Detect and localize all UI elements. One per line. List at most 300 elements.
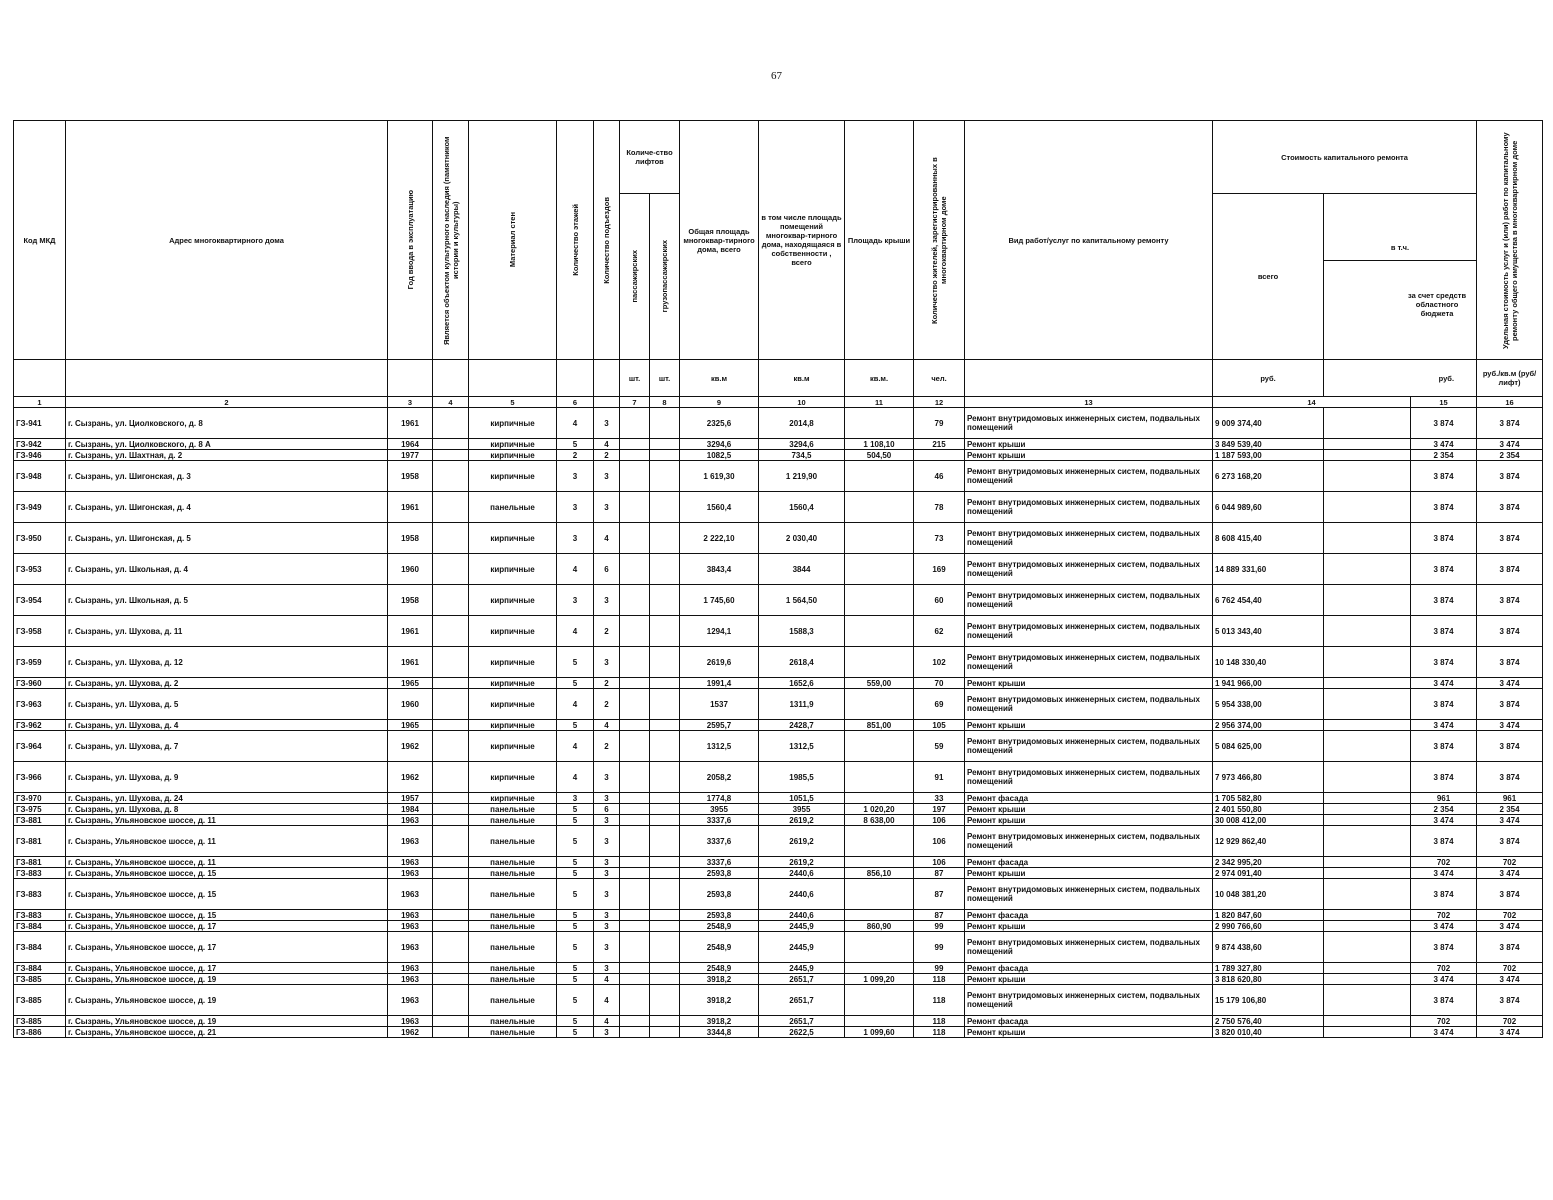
cell-year: 1963	[388, 963, 433, 974]
cell-code: ГЗ-958	[14, 616, 66, 647]
cell-code: ГЗ-941	[14, 408, 66, 439]
cell-max-cost: 3 874	[1477, 731, 1543, 762]
cell-unit-cost: 3 874	[1411, 616, 1477, 647]
cell-lifts-cargo	[650, 616, 680, 647]
cell-lifts-passenger	[620, 616, 650, 647]
cell-owned-area: 3955	[759, 804, 845, 815]
cell-roof-area	[845, 461, 914, 492]
cell-wall-material: кирпичные	[469, 678, 557, 689]
cell-roof-area	[845, 985, 914, 1016]
cell-lifts-cargo	[650, 921, 680, 932]
cell-cost-total: 1 789 327,80	[1213, 963, 1324, 974]
cell-wall-material: панельные	[469, 985, 557, 1016]
cell-floors: 5	[557, 857, 594, 868]
cell-lifts-cargo	[650, 492, 680, 523]
table-row	[14, 910, 1543, 921]
cell-year: 1961	[388, 647, 433, 678]
cell-entrances: 6	[594, 554, 620, 585]
cell-lifts-passenger	[620, 554, 650, 585]
cell-unit-cost: 961	[1411, 793, 1477, 804]
cell-heritage	[433, 857, 469, 868]
cell-owned-area: 734,5	[759, 450, 845, 461]
cell-owned-area: 2445,9	[759, 963, 845, 974]
cell-address: г. Сызрань, ул. Циолковского, д. 8	[66, 408, 388, 439]
cell-roof-area: 1 099,60	[845, 1027, 914, 1038]
cell-heritage	[433, 762, 469, 793]
cell-lifts-passenger	[620, 804, 650, 815]
cell-owned-area: 2440,6	[759, 910, 845, 921]
cell-year: 1962	[388, 1027, 433, 1038]
cell-year: 1960	[388, 554, 433, 585]
cell-heritage	[433, 678, 469, 689]
cell-floors: 5	[557, 804, 594, 815]
cell-cost-regional	[1324, 932, 1411, 963]
cell-cost-total: 9 009 374,40	[1213, 408, 1324, 439]
column-number: 4	[433, 397, 469, 408]
cell-max-cost: 3 874	[1477, 408, 1543, 439]
cell-cost-regional	[1324, 826, 1411, 857]
cell-total-area: 2595,7	[680, 720, 759, 731]
cell-lifts-passenger	[620, 720, 650, 731]
unit-roof-area: кв.м.	[845, 360, 914, 397]
cell-cost-regional	[1324, 1016, 1411, 1027]
header-cost-regional: за счет средств областного бюджета	[1407, 291, 1467, 318]
cell-lifts-cargo	[650, 793, 680, 804]
cell-entrances: 3	[594, 910, 620, 921]
cell-roof-area	[845, 826, 914, 857]
table-body	[14, 408, 1543, 1038]
cell-max-cost: 3 474	[1477, 678, 1543, 689]
cell-owned-area: 2445,9	[759, 921, 845, 932]
cell-roof-area	[845, 492, 914, 523]
column-number: 13	[965, 397, 1213, 408]
cell-work-type: Ремонт фасада	[965, 793, 1213, 804]
cell-year: 1958	[388, 585, 433, 616]
cell-address: г. Сызрань, ул. Школьная, д. 5	[66, 585, 388, 616]
table-row	[14, 804, 1543, 815]
cell-wall-material: панельные	[469, 921, 557, 932]
cell-floors: 5	[557, 826, 594, 857]
cell-wall-material: кирпичные	[469, 616, 557, 647]
header-entrances: Количество подъездов	[602, 196, 611, 284]
cell-heritage	[433, 689, 469, 720]
cell-entrances: 3	[594, 793, 620, 804]
cell-floors: 5	[557, 985, 594, 1016]
cell-lifts-cargo	[650, 439, 680, 450]
cell-address: г. Сызрань, Ульяновское шоссе, д. 21	[66, 1027, 388, 1038]
cell-entrances: 3	[594, 408, 620, 439]
cell-total-area: 1991,4	[680, 678, 759, 689]
cell-residents: 99	[914, 921, 965, 932]
cell-residents: 78	[914, 492, 965, 523]
table-row	[14, 868, 1543, 879]
table-row	[14, 689, 1543, 720]
header-lifts: Количе-ство лифтов	[620, 121, 680, 194]
cell-residents: 169	[914, 554, 965, 585]
cell-year: 1965	[388, 720, 433, 731]
cell-cost-regional	[1324, 868, 1411, 879]
cell-wall-material: кирпичные	[469, 762, 557, 793]
table-row	[14, 1016, 1543, 1027]
cell-year: 1963	[388, 815, 433, 826]
cell-address: г. Сызрань, ул. Шухова, д. 7	[66, 731, 388, 762]
cell-owned-area: 2618,4	[759, 647, 845, 678]
cell-code: ГЗ-962	[14, 720, 66, 731]
cell-work-type: Ремонт фасада	[965, 963, 1213, 974]
cell-code: ГЗ-942	[14, 439, 66, 450]
cell-unit-cost: 3 474	[1411, 868, 1477, 879]
cell-lifts-cargo	[650, 879, 680, 910]
cell-year: 1963	[388, 826, 433, 857]
cell-cost-regional	[1324, 461, 1411, 492]
cell-roof-area	[845, 689, 914, 720]
cell-wall-material: панельные	[469, 1016, 557, 1027]
cell-year: 1963	[388, 910, 433, 921]
column-number: 2	[66, 397, 388, 408]
cell-cost-total: 2 974 091,40	[1213, 868, 1324, 879]
cell-work-type: Ремонт внутридомовых инженерных систем, подвальных помещений	[965, 647, 1213, 678]
cell-floors: 3	[557, 793, 594, 804]
cell-roof-area	[845, 554, 914, 585]
cell-entrances: 2	[594, 616, 620, 647]
cell-address: г. Сызрань, Ульяновское шоссе, д. 19	[66, 985, 388, 1016]
cell-max-cost: 3 474	[1477, 974, 1543, 985]
unit-owned-area: кв.м	[759, 360, 845, 397]
cell-address: г. Сызрань, ул. Школьная, д. 4	[66, 554, 388, 585]
table-row	[14, 678, 1543, 689]
cell-unit-cost: 3 874	[1411, 408, 1477, 439]
cell-work-type: Ремонт крыши	[965, 439, 1213, 450]
cell-lifts-cargo	[650, 731, 680, 762]
cell-code: ГЗ-883	[14, 879, 66, 910]
cell-work-type: Ремонт внутридомовых инженерных систем, подвальных помещений	[965, 523, 1213, 554]
cell-max-cost: 3 474	[1477, 439, 1543, 450]
cell-work-type: Ремонт крыши	[965, 868, 1213, 879]
cell-code: ГЗ-948	[14, 461, 66, 492]
cell-cost-regional	[1324, 815, 1411, 826]
cell-heritage	[433, 1027, 469, 1038]
cell-code: ГЗ-946	[14, 450, 66, 461]
cell-total-area: 3337,6	[680, 815, 759, 826]
cell-heritage	[433, 815, 469, 826]
cell-heritage	[433, 921, 469, 932]
cell-unit-cost: 3 874	[1411, 461, 1477, 492]
cell-wall-material: панельные	[469, 857, 557, 868]
cell-residents: 79	[914, 408, 965, 439]
cell-unit-cost: 3 874	[1411, 585, 1477, 616]
cell-entrances: 4	[594, 720, 620, 731]
cell-code: ГЗ-881	[14, 815, 66, 826]
column-number: 1	[14, 397, 66, 408]
cell-unit-cost: 3 874	[1411, 554, 1477, 585]
cell-owned-area: 1985,5	[759, 762, 845, 793]
cell-total-area: 3337,6	[680, 826, 759, 857]
cell-work-type: Ремонт внутридомовых инженерных систем, подвальных помещений	[965, 731, 1213, 762]
cell-unit-cost: 3 474	[1411, 1027, 1477, 1038]
column-number: 8	[650, 397, 680, 408]
cell-residents: 118	[914, 974, 965, 985]
cell-floors: 5	[557, 647, 594, 678]
cell-cost-regional	[1324, 731, 1411, 762]
cell-lifts-cargo	[650, 963, 680, 974]
cell-wall-material: кирпичные	[469, 450, 557, 461]
cell-lifts-passenger	[620, 689, 650, 720]
cell-entrances: 3	[594, 585, 620, 616]
cell-unit-cost: 3 874	[1411, 879, 1477, 910]
table-row	[14, 815, 1543, 826]
cell-address: г. Сызрань, ул. Шухова, д. 12	[66, 647, 388, 678]
cell-year: 1963	[388, 974, 433, 985]
cell-address: г. Сызрань, Ульяновское шоссе, д. 15	[66, 910, 388, 921]
cell-wall-material: кирпичные	[469, 720, 557, 731]
cell-owned-area: 2440,6	[759, 868, 845, 879]
cell-lifts-cargo	[650, 647, 680, 678]
cell-year: 1958	[388, 523, 433, 554]
cell-residents: 106	[914, 815, 965, 826]
cell-total-area: 3918,2	[680, 985, 759, 1016]
cell-cost-regional	[1324, 408, 1411, 439]
table-row	[14, 450, 1543, 461]
cell-cost-total: 1 941 966,00	[1213, 678, 1324, 689]
cell-unit-cost: 3 474	[1411, 974, 1477, 985]
cell-wall-material: панельные	[469, 932, 557, 963]
cell-cost-total: 5 084 625,00	[1213, 731, 1324, 762]
cell-residents: 70	[914, 678, 965, 689]
header-total-area: Общая площадь многоквар-тирного дома, всего	[680, 121, 759, 360]
cell-code: ГЗ-884	[14, 921, 66, 932]
cell-residents: 215	[914, 439, 965, 450]
table-row	[14, 523, 1543, 554]
cell-lifts-passenger	[620, 523, 650, 554]
cell-unit-cost: 702	[1411, 910, 1477, 921]
cell-code: ГЗ-964	[14, 731, 66, 762]
cell-owned-area: 2651,7	[759, 985, 845, 1016]
cell-heritage	[433, 616, 469, 647]
cell-cost-regional	[1324, 963, 1411, 974]
cell-lifts-cargo	[650, 408, 680, 439]
cell-floors: 5	[557, 720, 594, 731]
cell-residents: 118	[914, 1016, 965, 1027]
cell-entrances: 3	[594, 963, 620, 974]
table-row	[14, 826, 1543, 857]
cell-lifts-passenger	[620, 879, 650, 910]
cell-lifts-passenger	[620, 985, 650, 1016]
column-number: 9	[680, 397, 759, 408]
cell-lifts-passenger	[620, 731, 650, 762]
cell-address: г. Сызрань, Ульяновское шоссе, д. 11	[66, 826, 388, 857]
column-number: 12	[914, 397, 965, 408]
cell-max-cost: 3 874	[1477, 647, 1543, 678]
cell-roof-area	[845, 523, 914, 554]
cell-unit-cost: 3 874	[1411, 523, 1477, 554]
cell-unit-cost: 702	[1411, 963, 1477, 974]
cell-cost-total: 6 762 454,40	[1213, 585, 1324, 616]
cell-wall-material: панельные	[469, 492, 557, 523]
header-address: Адрес многоквартирного дома	[66, 121, 388, 360]
cell-lifts-cargo	[650, 932, 680, 963]
cell-heritage	[433, 439, 469, 450]
cell-unit-cost: 3 874	[1411, 689, 1477, 720]
cell-roof-area: 559,00	[845, 678, 914, 689]
cell-year: 1963	[388, 921, 433, 932]
cell-entrances: 3	[594, 647, 620, 678]
cell-address: г. Сызрань, Ульяновское шоссе, д. 17	[66, 921, 388, 932]
cell-residents	[914, 450, 965, 461]
column-number: 10	[759, 397, 845, 408]
cell-code: ГЗ-884	[14, 963, 66, 974]
cell-code: ГЗ-886	[14, 1027, 66, 1038]
table-row	[14, 461, 1543, 492]
header-heritage: Является объектом культурного наследия (памятником истории и культуры)	[441, 135, 460, 345]
cell-cost-total: 9 874 438,60	[1213, 932, 1324, 963]
cell-work-type: Ремонт фасада	[965, 1016, 1213, 1027]
cell-cost-regional	[1324, 804, 1411, 815]
cell-cost-regional	[1324, 879, 1411, 910]
cell-unit-cost: 702	[1411, 1016, 1477, 1027]
cell-unit-cost: 3 874	[1411, 932, 1477, 963]
cell-total-area: 2 222,10	[680, 523, 759, 554]
table-row	[14, 1027, 1543, 1038]
cell-heritage	[433, 804, 469, 815]
cell-residents: 106	[914, 826, 965, 857]
cell-cost-total: 6 044 989,60	[1213, 492, 1324, 523]
header-roof-area: Площадь крыши	[845, 121, 914, 360]
cell-total-area: 2058,2	[680, 762, 759, 793]
column-number: 14	[1213, 397, 1411, 408]
cell-cost-regional	[1324, 523, 1411, 554]
header-cost: Стоимость капитального ремонта	[1213, 121, 1477, 194]
cell-floors: 5	[557, 974, 594, 985]
cell-work-type: Ремонт внутридомовых инженерных систем, подвальных помещений	[965, 585, 1213, 616]
cell-address: г. Сызрань, ул. Шигонская, д. 5	[66, 523, 388, 554]
cell-roof-area	[845, 731, 914, 762]
cell-residents: 60	[914, 585, 965, 616]
cell-year: 1963	[388, 985, 433, 1016]
cell-total-area: 2548,9	[680, 932, 759, 963]
cell-max-cost: 3 874	[1477, 523, 1543, 554]
cell-total-area: 2593,8	[680, 868, 759, 879]
cell-code: ГЗ-975	[14, 804, 66, 815]
cell-residents: 99	[914, 932, 965, 963]
cell-roof-area	[845, 408, 914, 439]
cell-cost-regional	[1324, 793, 1411, 804]
cell-total-area: 3294,6	[680, 439, 759, 450]
cell-floors: 5	[557, 1016, 594, 1027]
cell-year: 1963	[388, 932, 433, 963]
cell-residents: 87	[914, 910, 965, 921]
cell-entrances: 3	[594, 1027, 620, 1038]
cell-owned-area: 1560,4	[759, 492, 845, 523]
cell-wall-material: кирпичные	[469, 439, 557, 450]
cell-roof-area: 1 108,10	[845, 439, 914, 450]
cell-entrances: 4	[594, 439, 620, 450]
cell-lifts-passenger	[620, 857, 650, 868]
cell-entrances: 2	[594, 678, 620, 689]
cell-wall-material: панельные	[469, 868, 557, 879]
cell-lifts-passenger	[620, 826, 650, 857]
unit-total-area: кв.м	[680, 360, 759, 397]
cell-total-area: 2548,9	[680, 963, 759, 974]
cell-heritage	[433, 879, 469, 910]
cell-lifts-cargo	[650, 585, 680, 616]
cell-roof-area: 8 638,00	[845, 815, 914, 826]
cell-floors: 3	[557, 523, 594, 554]
cell-heritage	[433, 585, 469, 616]
cell-unit-cost: 3 874	[1411, 826, 1477, 857]
cell-total-area: 3337,6	[680, 857, 759, 868]
cell-owned-area: 1051,5	[759, 793, 845, 804]
cell-unit-cost: 3 874	[1411, 647, 1477, 678]
cell-address: г. Сызрань, ул. Шигонская, д. 3	[66, 461, 388, 492]
cell-work-type: Ремонт внутридомовых инженерных систем, подвальных помещений	[965, 932, 1213, 963]
cell-roof-area: 1 020,20	[845, 804, 914, 815]
cell-unit-cost: 2 354	[1411, 804, 1477, 815]
cell-max-cost: 3 874	[1477, 762, 1543, 793]
cell-roof-area	[845, 585, 914, 616]
cell-residents: 118	[914, 985, 965, 1016]
cell-code: ГЗ-883	[14, 910, 66, 921]
cell-lifts-cargo	[650, 804, 680, 815]
cell-heritage	[433, 720, 469, 731]
cell-residents: 87	[914, 868, 965, 879]
capital-repair-table	[13, 120, 1543, 1038]
cell-cost-total: 2 342 995,20	[1213, 857, 1324, 868]
cell-work-type: Ремонт внутридомовых инженерных систем, подвальных помещений	[965, 461, 1213, 492]
cell-floors: 3	[557, 461, 594, 492]
cell-year: 1961	[388, 408, 433, 439]
cell-total-area: 1294,1	[680, 616, 759, 647]
cell-unit-cost: 3 474	[1411, 921, 1477, 932]
cell-lifts-passenger	[620, 461, 650, 492]
cell-year: 1957	[388, 793, 433, 804]
cell-roof-area: 1 099,20	[845, 974, 914, 985]
cell-floors: 4	[557, 731, 594, 762]
cell-roof-area	[845, 879, 914, 910]
cell-address: г. Сызрань, Ульяновское шоссе, д. 19	[66, 1016, 388, 1027]
cell-owned-area: 2445,9	[759, 932, 845, 963]
cell-wall-material: кирпичные	[469, 554, 557, 585]
header-cost-incl-label: в т.ч.	[1324, 235, 1476, 261]
cell-wall-material: кирпичные	[469, 689, 557, 720]
cell-cost-total: 1 820 847,60	[1213, 910, 1324, 921]
cell-floors: 4	[557, 616, 594, 647]
table-row	[14, 857, 1543, 868]
cell-year: 1962	[388, 731, 433, 762]
cell-entrances: 3	[594, 762, 620, 793]
cell-cost-total: 7 973 466,80	[1213, 762, 1324, 793]
cell-owned-area: 3844	[759, 554, 845, 585]
table-row	[14, 616, 1543, 647]
cell-work-type: Ремонт внутридомовых инженерных систем, подвальных помещений	[965, 879, 1213, 910]
cell-address: г. Сызрань, ул. Шухова, д. 24	[66, 793, 388, 804]
cell-wall-material: панельные	[469, 1027, 557, 1038]
cell-roof-area	[845, 932, 914, 963]
cell-wall-material: панельные	[469, 974, 557, 985]
column-number: 3	[388, 397, 433, 408]
cell-work-type: Ремонт крыши	[965, 974, 1213, 985]
cell-work-type: Ремонт внутридомовых инженерных систем, подвальных помещений	[965, 762, 1213, 793]
cell-heritage	[433, 963, 469, 974]
cell-floors: 5	[557, 963, 594, 974]
cell-lifts-cargo	[650, 974, 680, 985]
cell-code: ГЗ-885	[14, 985, 66, 1016]
table-row	[14, 720, 1543, 731]
cell-max-cost: 3 874	[1477, 585, 1543, 616]
page-number: 67	[771, 70, 782, 82]
cell-cost-total: 2 990 766,60	[1213, 921, 1324, 932]
cell-cost-regional	[1324, 689, 1411, 720]
cell-max-cost: 3 474	[1477, 720, 1543, 731]
